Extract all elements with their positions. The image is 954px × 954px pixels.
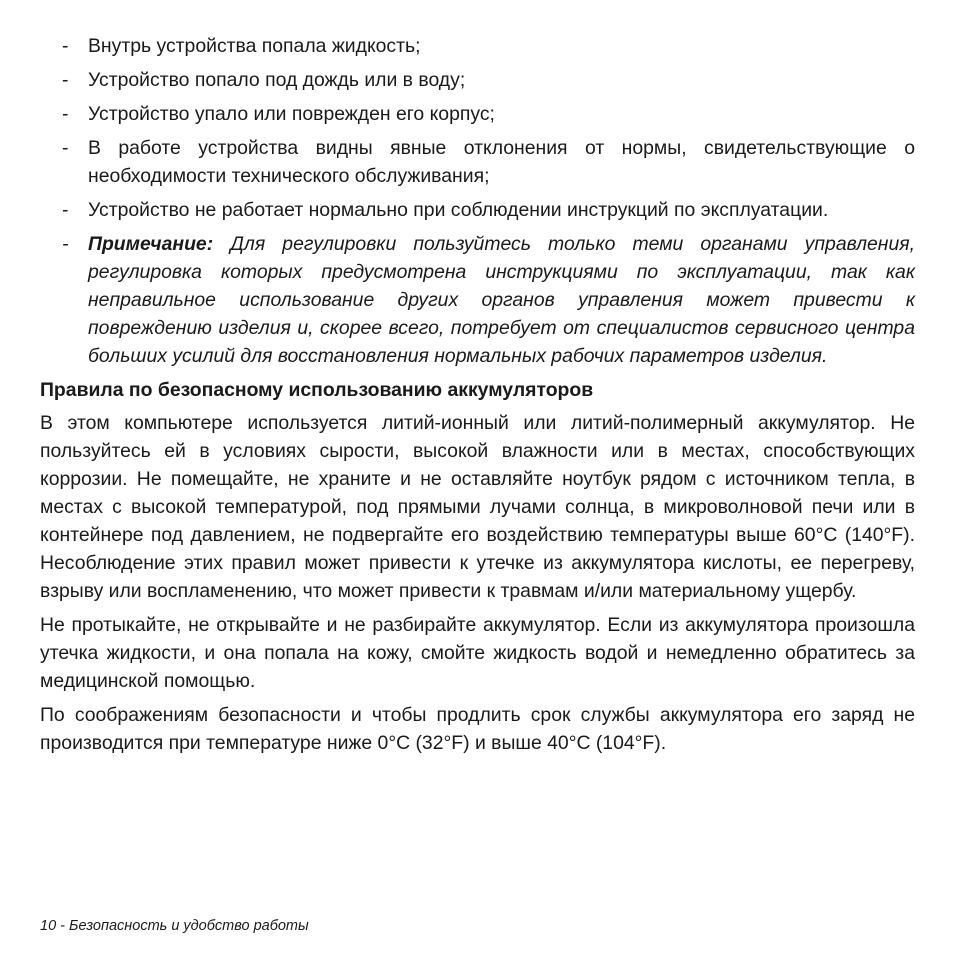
document-page bbox=[40, 32, 915, 763]
warning-list bbox=[40, 32, 915, 370]
page-footer: 10 - Безопасность и удобство работы bbox=[40, 918, 309, 934]
paragraph: Не протыкайте, не открывайте и не разбирайте аккумулятор. Если из аккумулятора произошла утечка жидкости, и она попала на кожу, смойте жидкость водой и немедленно обратитесь за медицинской помощью. bbox=[40, 614, 915, 692]
list-item-text: Устройство не работает нормально при соблюдении инструкций по эксплуатации. bbox=[88, 199, 829, 221]
list-dash: - bbox=[62, 69, 69, 91]
note-item bbox=[40, 230, 915, 370]
list-dash: - bbox=[62, 35, 69, 57]
section-heading: Правила по безопасному использованию аккумуляторов bbox=[40, 379, 594, 401]
list-dash: - bbox=[62, 199, 69, 221]
list-item-text: В работе устройства видны явные отклонения от нормы, свидетельствующие о необходимости технического обслуживания; bbox=[88, 137, 915, 187]
list-item-text: Внутрь устройства попала жидкость; bbox=[88, 35, 421, 57]
list-dash: - bbox=[62, 233, 69, 255]
paragraph: По соображениям безопасности и чтобы продлить срок службы аккумулятора его заряд не производится при температуре ниже 0°C (32°F) и выше 40°C (104°F). bbox=[40, 704, 915, 754]
list-item bbox=[40, 134, 915, 190]
list-dash: - bbox=[62, 137, 69, 159]
list-item bbox=[40, 66, 915, 94]
list-dash: - bbox=[62, 103, 69, 125]
list-item bbox=[40, 196, 915, 224]
list-item-text: Устройство упало или поврежден его корпус; bbox=[88, 103, 495, 125]
note-text: Для регулировки пользуйтесь только теми органами управления, регулировка которых предусмотрена инструкциями по эксплуатации, так как неправильное использование других органов управления может привести к повреждению изделия и, скорее всего, потребует от специалистов сервисного центра больших усилий для восстановления нормальных рабочих параметров изделия. bbox=[88, 233, 916, 367]
list-item bbox=[40, 32, 915, 60]
list-item bbox=[40, 100, 915, 128]
paragraph: В этом компьютере используется литий-ионный или литий-полимерный аккумулятор. Не пользуйтесь ей в условиях сырости, высокой влажности или в местах, способствующих коррозии. Не помещайте, не храните и не оставляйте ноутбук рядом с источником тепла, в местах с высокой температурой, под прямыми лучами солнца, в микроволновой печи или в контейнере под давлением, не подвергайте его воздействию температуры выше 60°C (140°F). Несоблюдение этих правил может привести к утечке из аккумулятора кислоты, ее перегреву, взрыву или воспламенению, что может привести к травмам и/или материальному ущербу. bbox=[40, 412, 915, 602]
list-item-text: Устройство попало под дождь или в воду; bbox=[88, 69, 466, 91]
note-label: Примечание: bbox=[88, 233, 214, 255]
